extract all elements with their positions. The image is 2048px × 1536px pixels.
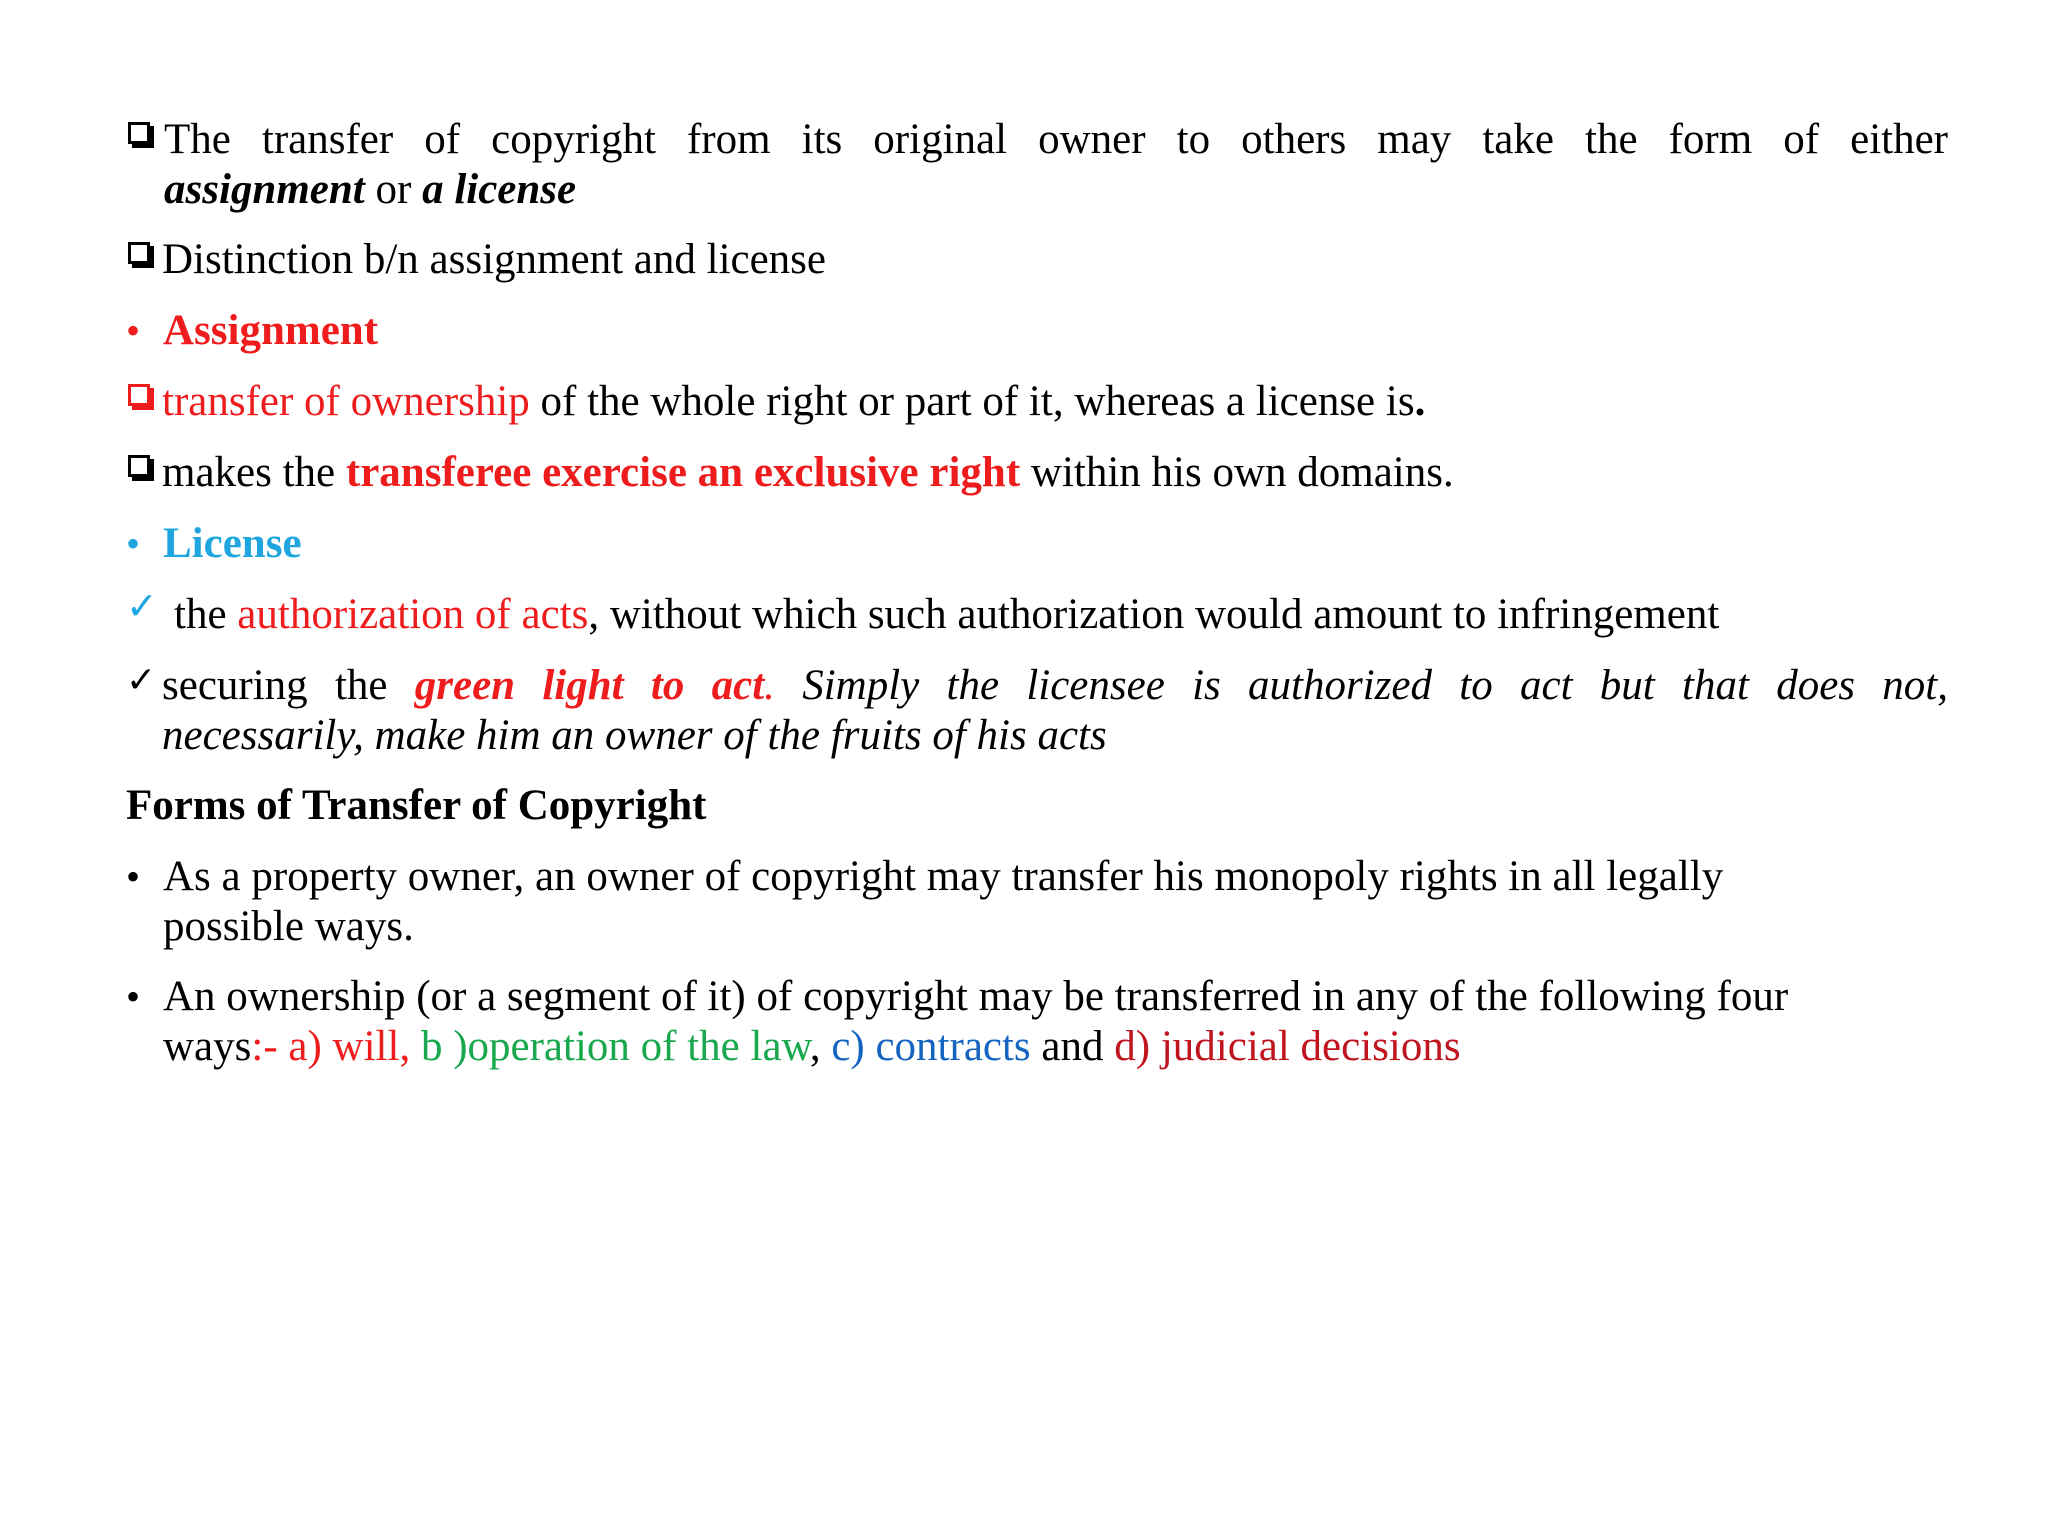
operation-of-law-text: b )operation of the law xyxy=(420,1023,810,1070)
rest-text: of the whole right or part of it, whereas a license is xyxy=(529,378,1415,425)
bullet-text-line2 xyxy=(163,1022,1948,1072)
pre-text: makes the xyxy=(162,449,346,496)
bullet-dot-icon: • xyxy=(126,974,141,1019)
bullet-text xyxy=(163,852,1948,952)
pre-text: the xyxy=(174,591,238,638)
authorization-of-acts: authorization of acts xyxy=(237,591,589,638)
contracts-text: c) contracts xyxy=(831,1023,1031,1070)
bullet-text-line2: necessarily, make him an owner of the fruits of his acts xyxy=(162,712,1107,759)
bullet-text xyxy=(162,377,1948,427)
will-text: :- a) will, xyxy=(251,1023,421,1070)
period: . xyxy=(1414,378,1426,425)
section-heading: Forms of Transfer of Copyright xyxy=(126,782,707,829)
or-text: or xyxy=(364,166,423,213)
checkmark-icon: ✓ xyxy=(126,586,158,628)
dot-text: . xyxy=(764,662,775,709)
transfer-of-ownership: transfer of ownership xyxy=(162,378,530,425)
italic-text: Simply the licensee is authorized to act but that does not, xyxy=(774,662,1949,709)
exclusive-right-phrase: transferee exercise an exclusive right xyxy=(345,449,1021,496)
assignment-heading: Assignment xyxy=(163,307,379,354)
and-text: and xyxy=(1030,1023,1115,1070)
post-text: within his own domains. xyxy=(1020,449,1454,496)
post-text: , without which such authorization would amount to infringement xyxy=(588,591,1720,638)
bullet-dot-icon: • xyxy=(126,521,141,566)
bullet-dot-icon: • xyxy=(126,308,141,353)
bullet-text: Distinction b/n assignment and license xyxy=(162,236,827,283)
bullet-dot-icon: • xyxy=(126,854,141,899)
license-term: a license xyxy=(422,166,577,213)
bullet-text xyxy=(163,972,1948,1072)
license-heading: License xyxy=(163,520,302,567)
assignment-term: assignment xyxy=(164,166,365,213)
bullet-text-line2 xyxy=(164,165,1948,215)
green-light-phrase: green light to act xyxy=(414,662,765,709)
comma-text: , xyxy=(809,1023,832,1070)
bullet-text-line1: An ownership (or a segment of it) of copyright may be transferred in any of the following four xyxy=(163,973,1789,1020)
bullet-text xyxy=(174,590,1948,640)
bullet-text-line1: The transfer of copyright from its original owner to others may take the form of either xyxy=(164,116,1948,163)
ways-text: ways xyxy=(163,1023,252,1070)
bullet-text xyxy=(162,661,1948,761)
bullet-text-line1: As a property owner, an owner of copyright may transfer his monopoly rights in all legally xyxy=(163,853,1724,900)
bullet-text xyxy=(162,448,1948,498)
pre-text: securing the xyxy=(162,662,415,709)
bullet-text-line1 xyxy=(162,661,1948,711)
checkmark-icon: ✓ xyxy=(126,660,157,700)
judicial-decisions-text: d) judicial decisions xyxy=(1114,1023,1461,1070)
bullet-text-line2: possible ways. xyxy=(163,903,414,950)
